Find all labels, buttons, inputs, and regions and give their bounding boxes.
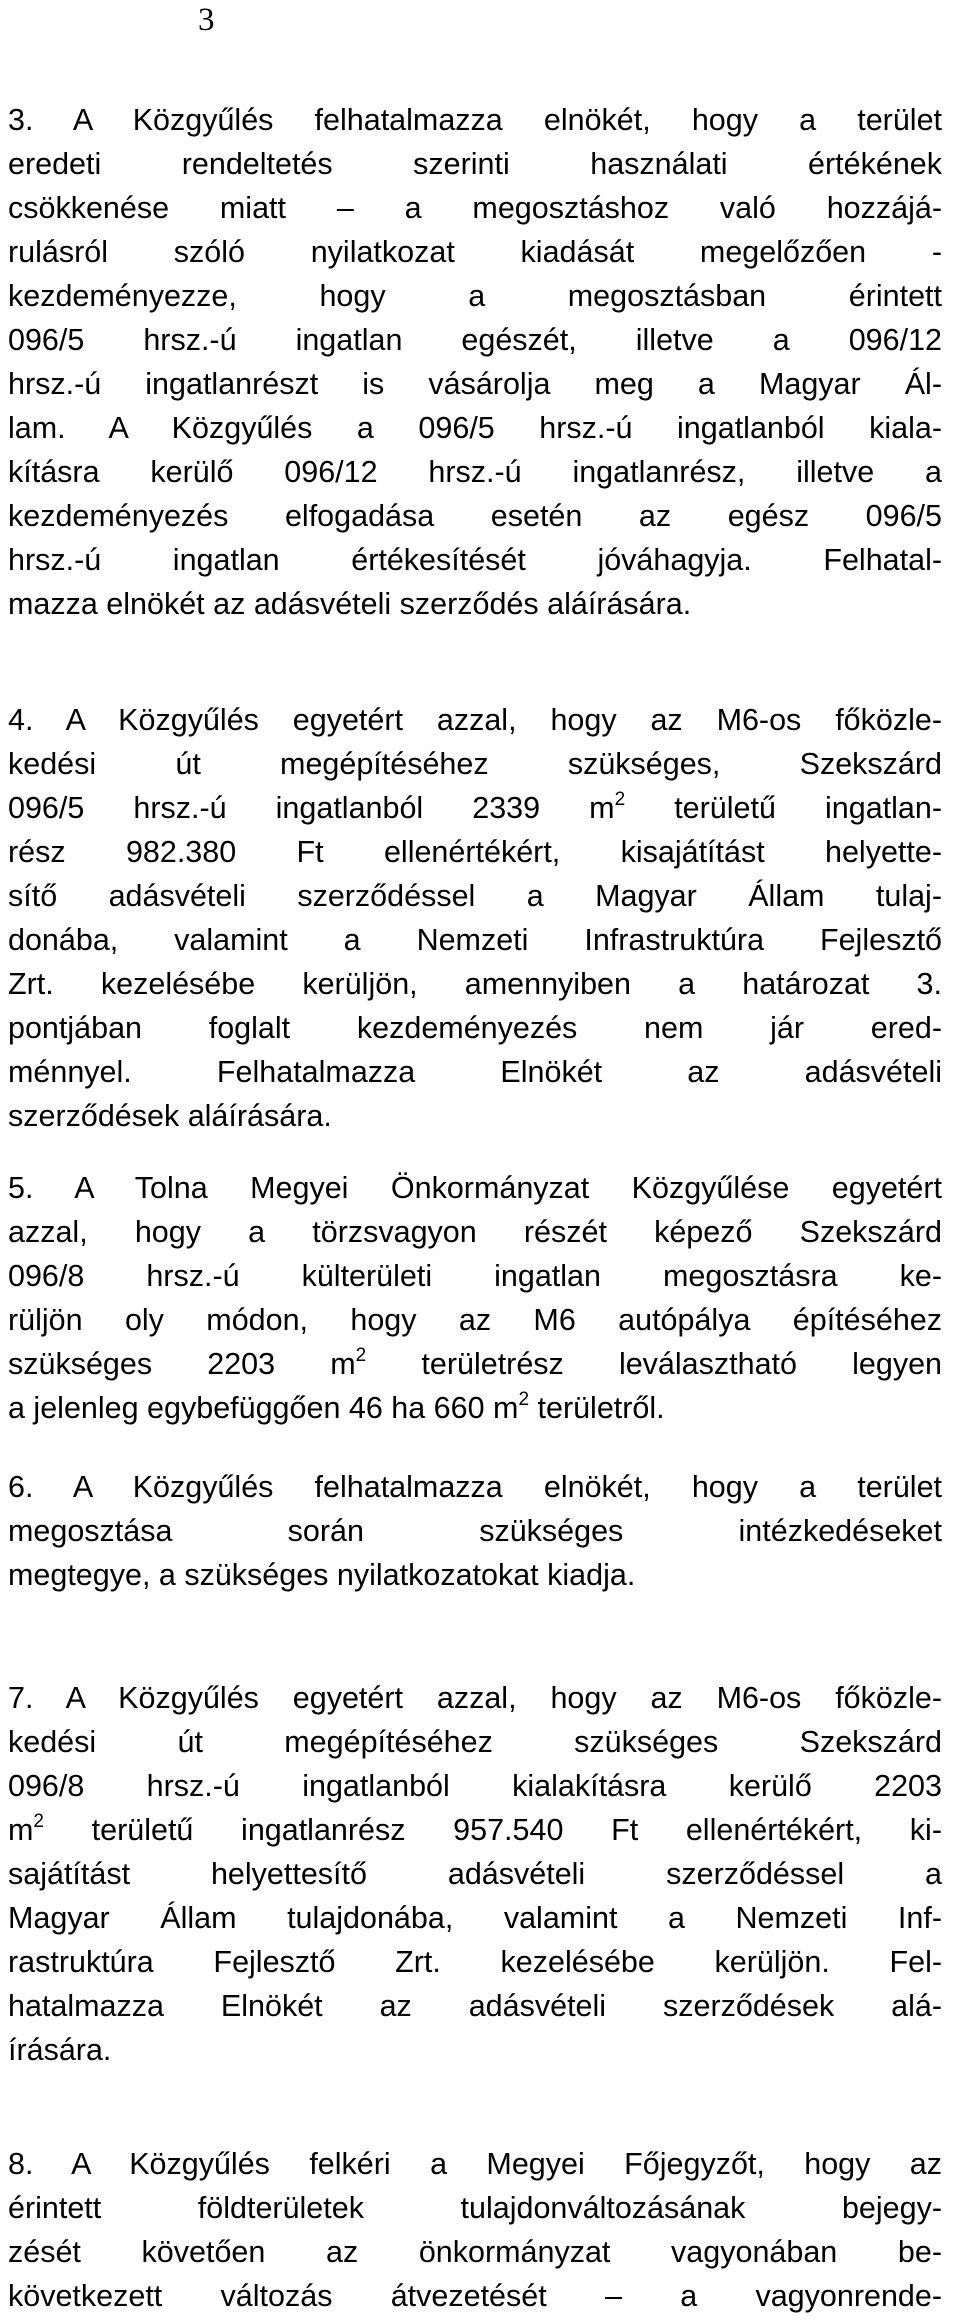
superscript: 2 xyxy=(518,1389,530,1410)
text-line xyxy=(8,2274,942,2318)
text-segment: rastruktúra Fejlesztő Zrt. kezelésébe kerüljön. Fel- xyxy=(8,1945,942,1979)
text-segment: rüljön oly módon, hogy az M6 autópálya építéséhez xyxy=(8,1303,942,1337)
text-line xyxy=(8,1940,942,1984)
text-segment: szükséges 2203 m xyxy=(8,1347,356,1381)
text-line xyxy=(8,698,942,742)
text-segment: hrsz.-ú ingatlan értékesítését jóváhagyja. Felhatal- xyxy=(8,543,942,577)
text-line xyxy=(8,2142,942,2186)
text-segment: ménnyel. Felhatalmazza Elnökét az adásvételi xyxy=(8,1055,942,1089)
text-line xyxy=(8,494,942,538)
text-segment: következett változás átvezetését – a vagyonrende- xyxy=(8,2279,942,2313)
resolution-item xyxy=(8,1676,942,2072)
text-line xyxy=(8,1210,942,1254)
text-line xyxy=(8,1720,942,1764)
text-segment: rész 982.380 Ft ellenértékért, kisajátítást helyette- xyxy=(8,835,942,869)
text-line xyxy=(8,538,942,582)
text-segment: szerződések aláírására. xyxy=(8,1099,332,1133)
text-segment: 4. A Közgyűlés egyetért azzal, hogy az M6-os főközle- xyxy=(8,703,942,737)
text-line xyxy=(8,1852,942,1896)
text-segment: Zrt. kezelésébe kerüljön, amennyiben a határozat 3. xyxy=(8,967,942,1001)
text-segment: a jelenleg egybefüggően 46 ha 660 m xyxy=(8,1391,519,1425)
text-line xyxy=(8,186,942,230)
text-segment: 096/5 hrsz.-ú ingatlan egészét, illetve a 096/12 xyxy=(8,323,942,357)
text-line xyxy=(8,1342,942,1386)
text-line xyxy=(8,2028,942,2072)
text-segment: megtegye, a szükséges nyilatkozatokat kiadja. xyxy=(8,1558,636,1592)
text-line xyxy=(8,318,942,362)
text-line xyxy=(8,1050,942,1094)
text-line xyxy=(8,1386,942,1430)
text-line xyxy=(8,1298,942,1342)
text-segment: érintett földterületek tulajdonváltozásának bejegy- xyxy=(8,2191,942,2225)
text-segment: sítő adásvételi szerződéssel a Magyar Állam tulaj- xyxy=(8,879,942,913)
resolution-item xyxy=(8,2142,942,2318)
text-line xyxy=(8,1006,942,1050)
text-segment: 096/8 hrsz.-ú ingatlanból kialakításra kerülő 2203 xyxy=(8,1769,942,1803)
text-segment: 096/5 hrsz.-ú ingatlanból 2339 m xyxy=(8,791,615,825)
text-line xyxy=(8,406,942,450)
text-segment: pontjában foglalt kezdeményezés nem jár ered- xyxy=(8,1011,942,1045)
text-line xyxy=(8,1764,942,1808)
text-segment: kedési út megépítéséhez szükséges, Szekszárd xyxy=(8,747,942,781)
text-line xyxy=(8,1094,942,1138)
text-line xyxy=(8,1509,942,1553)
text-segment: lam. A Közgyűlés a 096/5 hrsz.-ú ingatlanból kiala- xyxy=(8,411,942,445)
resolution-item xyxy=(8,698,942,1138)
text-segment: hrsz.-ú ingatlanrészt is vásárolja meg a Magyar Ál- xyxy=(8,367,942,401)
text-line xyxy=(8,1896,942,1940)
resolution-item xyxy=(8,98,942,626)
text-segment: kításra kerülő 096/12 hrsz.-ú ingatlanrész, illetve a xyxy=(8,455,942,489)
text-segment: 8. A Közgyűlés felkéri a Megyei Főjegyzőt, hogy az xyxy=(8,2147,942,2181)
text-segment: területű ingatlan- xyxy=(625,791,942,825)
text-segment: Magyar Állam tulajdonába, valamint a Nemzeti Inf- xyxy=(8,1901,942,1935)
text-segment: sajátítást helyettesítő adásvételi szerződéssel a xyxy=(8,1857,942,1891)
text-segment: eredeti rendeltetés szerinti használati értékének xyxy=(8,147,942,181)
text-line xyxy=(8,142,942,186)
text-line xyxy=(8,450,942,494)
text-segment: kedési út megépítéséhez szükséges Szekszárd xyxy=(8,1725,942,1759)
text-segment: kezdeményezze, hogy a megosztásban érintett xyxy=(8,279,942,313)
text-line xyxy=(8,830,942,874)
text-segment: megosztása során szükséges intézkedéseket xyxy=(8,1514,942,1548)
text-segment: 3. A Közgyűlés felhatalmazza elnökét, hogy a terület xyxy=(8,103,942,137)
text-segment: területű ingatlanrész 957.540 Ft ellenértékért, ki- xyxy=(44,1813,942,1847)
text-segment: csökkenése miatt – a megosztáshoz való hozzájá- xyxy=(8,191,942,225)
page-number: 3 xyxy=(198,2,215,38)
text-segment: írására. xyxy=(8,2033,112,2067)
text-segment: donába, valamint a Nemzeti Infrastruktúra Fejlesztő xyxy=(8,923,942,957)
text-line xyxy=(8,362,942,406)
text-line xyxy=(8,786,942,830)
text-segment: 096/8 hrsz.-ú külterületi ingatlan megosztásra ke- xyxy=(8,1259,942,1293)
text-line xyxy=(8,230,942,274)
text-line xyxy=(8,2186,942,2230)
text-line xyxy=(8,918,942,962)
text-segment: területről. xyxy=(529,1391,665,1425)
text-segment: hatalmazza Elnökét az adásvételi szerződések alá- xyxy=(8,1989,942,2023)
text-line xyxy=(8,2230,942,2274)
text-line xyxy=(8,1166,942,1210)
text-line xyxy=(8,1553,942,1597)
superscript: 2 xyxy=(355,1345,367,1366)
text-line xyxy=(8,1465,942,1509)
superscript: 2 xyxy=(614,789,626,810)
text-segment: területrész leválasztható legyen xyxy=(366,1347,942,1381)
text-segment: 6. A Közgyűlés felhatalmazza elnökét, hogy a terület xyxy=(8,1470,942,1504)
text-line xyxy=(8,274,942,318)
text-line xyxy=(8,582,942,626)
text-line xyxy=(8,1984,942,2028)
text-line xyxy=(8,874,942,918)
text-line xyxy=(8,962,942,1006)
text-line xyxy=(8,1808,942,1852)
resolution-item xyxy=(8,1166,942,1430)
text-segment: kezdeményezés elfogadása esetén az egész 096/5 xyxy=(8,499,942,533)
superscript: 2 xyxy=(33,1811,44,1832)
text-line xyxy=(8,1676,942,1720)
text-segment: m xyxy=(8,1813,34,1847)
text-line xyxy=(8,98,942,142)
text-segment: rulásról szóló nyilatkozat kiadását megelőzően - xyxy=(8,235,942,269)
text-segment: 7. A Közgyűlés egyetért azzal, hogy az M6-os főközle- xyxy=(8,1681,942,1715)
text-segment: zését követően az önkormányzat vagyonában be- xyxy=(8,2235,942,2269)
text-segment: mazza elnökét az adásvételi szerződés aláírására. xyxy=(8,587,692,621)
text-segment: 5. A Tolna Megyei Önkormányzat Közgyűlése egyetért xyxy=(8,1171,942,1205)
text-line xyxy=(8,742,942,786)
text-segment: azzal, hogy a törzsvagyon részét képező Szekszárd xyxy=(8,1215,942,1249)
text-line xyxy=(8,1254,942,1298)
resolution-item xyxy=(8,1465,942,1597)
